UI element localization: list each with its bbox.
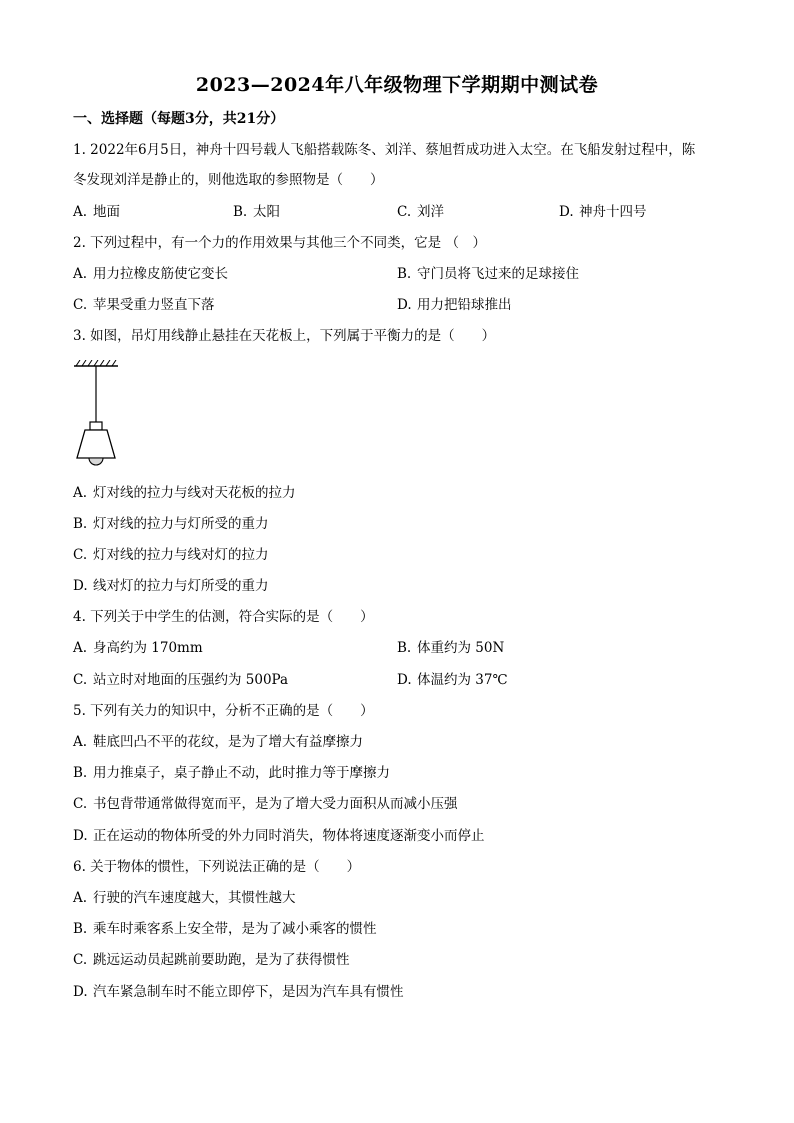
q5-option-c[interactable]: C. 书包背带通常做得宽而平，是为了增大受力面积从而减小压强 [73,796,458,812]
q4-option-b[interactable]: B. 体重约为 50N [397,640,505,656]
q4-stem: 4. 下列关于中学生的估测，符合实际的是（ ） [73,609,374,625]
q3-option-b[interactable]: B. 灯对线的拉力与灯所受的重力 [73,516,269,532]
q5-option-b[interactable]: B. 用力推桌子，桌子静止不动，此时推力等于摩擦力 [73,765,390,781]
q1-option-b[interactable]: B. 太阳 [233,204,280,220]
ceiling-icon [74,360,118,366]
q6-stem: 6. 关于物体的惯性，下列说法正确的是（ ） [73,859,361,875]
q5-option-a[interactable]: A. 鞋底凹凸不平的花纹，是为了增大有益摩擦力 [73,734,363,750]
hanging-lamp-figure [72,360,122,472]
q5-stem: 5. 下列有关力的知识中，分析不正确的是（ ） [73,703,374,719]
q4-option-d[interactable]: D. 体温约为 37℃ [397,672,508,688]
q1-stem-line-2: 冬发现刘洋是静止的，则他选取的参照物是（ ） [73,172,384,188]
q2-option-d[interactable]: D. 用力把铅球推出 [397,297,512,313]
light-bulb-icon [89,458,103,465]
q1-option-a[interactable]: A. 地面 [73,204,120,220]
q6-option-c[interactable]: C. 跳远运动员起跳前要助跑，是为了获得惯性 [73,952,350,968]
lamp-shade-icon [77,430,115,458]
q2-option-c[interactable]: C. 苹果受重力竖直下落 [73,297,215,313]
q3-option-a[interactable]: A. 灯对线的拉力与线对天花板的拉力 [73,485,296,501]
q3-option-d[interactable]: D. 线对灯的拉力与灯所受的重力 [73,578,269,594]
q2-option-b[interactable]: B. 守门员将飞过来的足球接住 [397,266,579,282]
lamp-socket [90,422,102,430]
q2-stem: 2. 下列过程中，有一个力的作用效果与其他三个不同类，它是 （ ） [73,235,486,251]
q2-option-a[interactable]: A. 用力拉橡皮筋使它变长 [73,266,228,282]
q6-option-d[interactable]: D. 汽车紧急制车时不能立即停下，是因为汽车具有惯性 [73,984,404,1000]
section-heading: 一、选择题（每题3分，共21分） [73,111,285,127]
q4-option-a[interactable]: A. 身高约为 170mm [73,640,203,656]
q3-option-c[interactable]: C. 灯对线的拉力与线对灯的拉力 [73,547,269,563]
q3-stem: 3. 如图，吊灯用线静止悬挂在天花板上，下列属于平衡力的是（ ） [73,328,496,344]
q6-option-b[interactable]: B. 乘车时乘客系上安全带，是为了减小乘客的惯性 [73,921,377,937]
q5-option-d[interactable]: D. 正在运动的物体所受的外力同时消失，物体将速度逐渐变小而停止 [73,828,485,844]
q1-option-d[interactable]: D. 神舟十四号 [559,204,647,220]
q6-option-a[interactable]: A. 行驶的汽车速度越大，其惯性越大 [73,890,296,906]
q1-stem-line-1: 1. 2022年6月5日，神舟十四号载人飞船搭载陈冬、刘洋、蔡旭哲成功进入太空。在飞船发射过程中，陈 [73,142,696,158]
page-title: 2023—2024年八年级物理下学期期中测试卷 [195,74,599,96]
q1-option-c[interactable]: C. 刘洋 [397,204,444,220]
q4-option-c[interactable]: C. 站立时对地面的压强约为 500Pa [73,672,289,688]
